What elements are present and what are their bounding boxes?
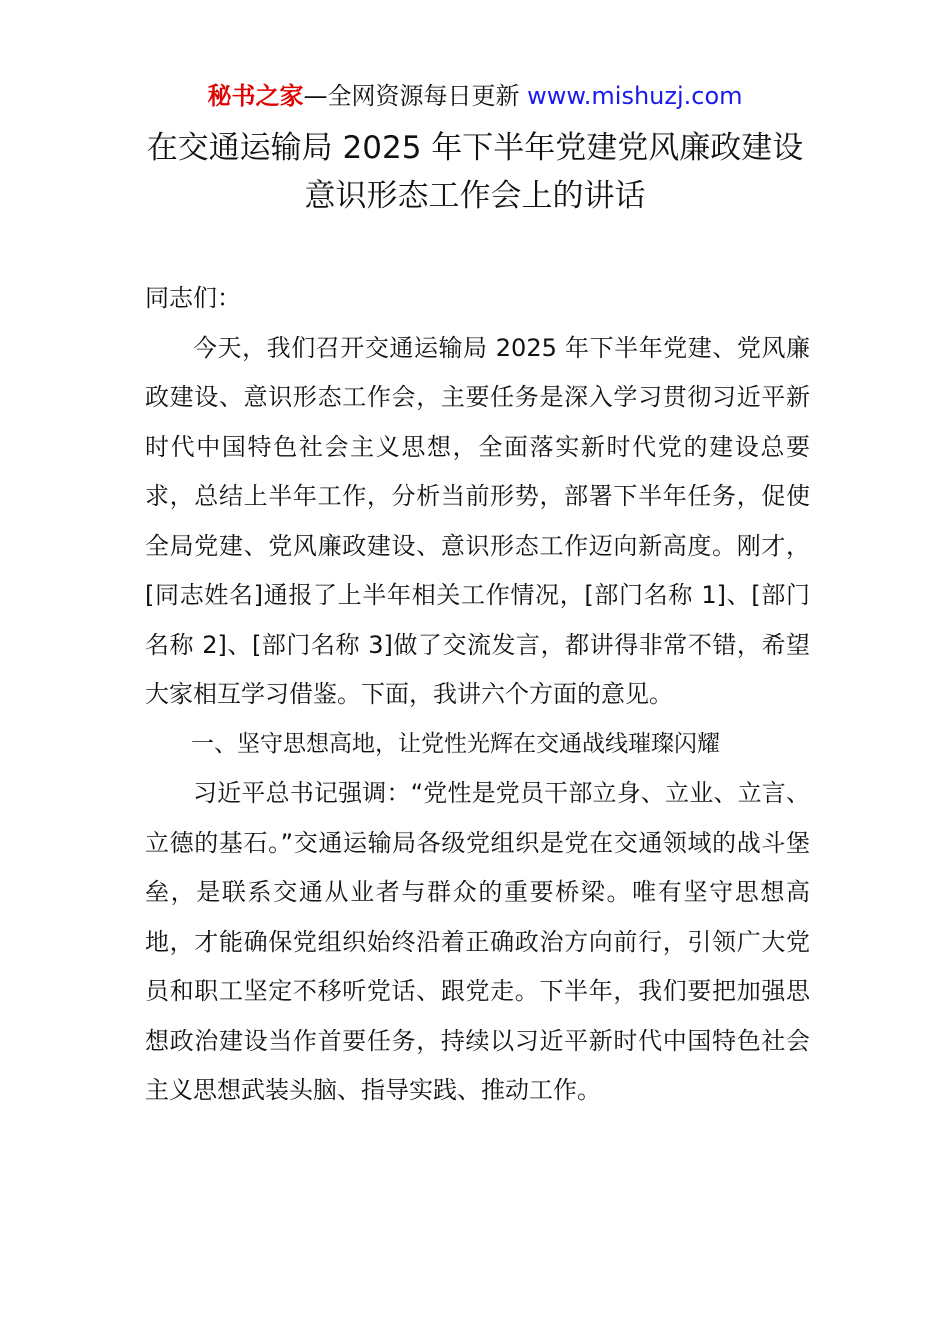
paragraph-section-1: 习近平总书记强调：“党性是党员干部立身、立业、立言、立德的基石。”交通运输局各级党组织是党在交通领域的战斗堡垒，是联系交通从业者与群众的重要桥梁。唯有坚守思想高地，才能确保党组织始终沿着正确政治方向前行，引领广大党员和职工坚定不移听党话、跟党走。下半年，我们要把加强思想政治建设当作首要任务，持续以习近平新时代中国特色社会主义思想武装头脑、指导实践、推动工作。: [145, 779, 810, 1104]
section-heading-1: 一、坚守思想高地，让党性光辉在交通战线璀璨闪耀: [191, 730, 720, 757]
document-body: [145, 274, 810, 1116]
title-line-1: 在交通运输局 2025 年下半年党建党风廉政建设: [146, 130, 804, 166]
site-banner: [0, 80, 950, 112]
title-line-2: 意识形态工作会上的讲话: [304, 178, 646, 214]
banner-url-link[interactable]: www.mishuzj.com: [527, 82, 743, 110]
banner-brand: 秘书之家: [207, 82, 304, 110]
paragraph-intro: 今天，我们召开交通运输局 2025 年下半年党建、党风廉政建设、意识形态工作会，主要任务是深入学习贯彻习近平新时代中国特色社会主义思想，全面落实新时代党的建设总要求，总结上半年工作，分析当前形势，部署下半年任务，促使全局党建、党风廉政建设、意识形态工作迈向新高度。刚才，[同志姓名]通报了上半年相关工作情况，[部门名称 1]、[部门名称 2]、[部门名称 3]做了交流发言，都讲得非常不错，希望大家相互学习借鉴。下面，我讲六个方面的意见。: [145, 333, 810, 708]
document-title: [0, 124, 950, 220]
banner-slogan: —全网资源每日更新: [303, 82, 528, 110]
salutation: 同志们：: [145, 284, 241, 312]
